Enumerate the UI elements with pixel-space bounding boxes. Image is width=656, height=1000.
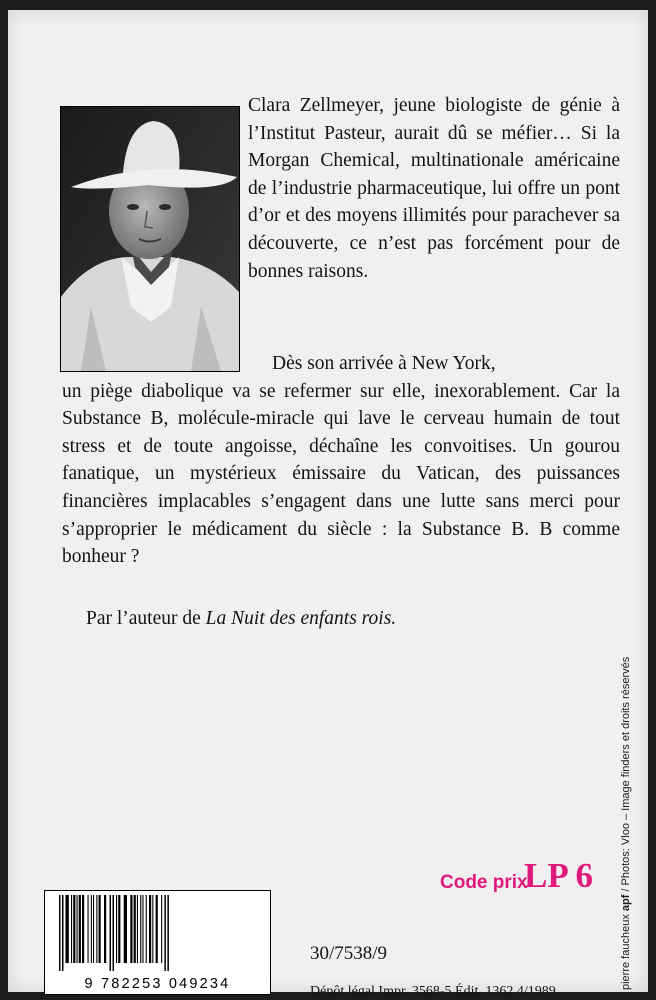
price-code: LP 6 [524,856,594,895]
book-back-cover [8,10,648,999]
barcode-bar [62,895,64,971]
isbn-barcode [44,890,271,995]
barcode-bar [118,895,120,963]
barcode-bar [156,895,158,963]
credit-brand: apf [620,894,632,912]
barcode-bar [113,895,115,971]
author-portrait-illustration [61,107,239,371]
barcode-bar [99,895,101,963]
barcode-bar [96,895,97,963]
legal-deposit: Dépôt légal Impr. 3568-5 Édit. 1362 4/1989 [310,984,556,999]
barcode-bar [91,895,92,963]
barcode-bar [79,895,81,963]
catalog-reference: 30/7538/9 [310,943,388,964]
blurb-second-paragraph-start: Dès son arrivée à New York, [272,353,496,374]
barcode-bars [57,895,258,971]
author-reference [86,608,606,630]
barcode-bar [104,895,106,963]
barcode-bar [124,895,127,963]
barcode-bar [149,895,151,963]
barcode-bar [93,895,94,963]
barcode-bar [164,895,166,971]
blurb-second-paragraph-body: un piège diabolique va se refermer sur elle, inexorablement. Car la Substance B, molécule-miracle qui lave le cerveau humain de tout stress et de toute angoisse, déchaîne les convoitises. Un gourou fanatique, un mystérieux émissaire du Vatican, des puissances financières implacables s’engagent dans une lutte sans merci pour s’approprier le médicament du siècle : la Substance B. B comme bonheur ? [62,380,620,568]
barcode-bar [59,895,61,971]
barcode-bar [137,895,138,963]
barcode-bar [140,895,141,963]
barcode-bar [88,895,89,963]
barcode-bar [161,895,162,963]
barcode-bar [146,895,147,963]
blurb-second-paragraph [62,350,620,571]
barcode-bar [82,895,84,963]
barcode-bar [152,895,153,963]
barcode-bar [71,895,72,963]
credit-photos: / Photos: Vloo – Image finders et droits réservés [620,656,632,895]
author-photo [60,106,240,372]
barcode-bar [142,895,143,963]
barcode-bar [130,895,132,963]
barcode-bar [167,895,169,971]
barcode-bar [110,895,112,971]
barcode-bar [134,895,136,963]
photo-credit [620,570,638,990]
barcode-bar [77,895,78,963]
barcode-digits: 9 782253 049234 [84,976,231,992]
barcode-bar [73,895,75,963]
blurb-first-paragraph: Clara Zellmeyer, jeune biologiste de génie à l’Institut Pasteur, aurait dû se méfier… Si la Morgan Chemical, multinationale américaine de l’industrie pharmaceutique, lui offre un pont d’or et des moyens illimités pour parachever sa découverte, ce n’est pas forcément pour de bonnes raisons. [248,95,620,282]
barcode-bar [116,895,117,963]
author-reference-title: La Nuit des enfants rois. [205,608,397,629]
price-label: Code prix [440,872,528,893]
credit-designer: pierre faucheux [620,911,632,990]
barcode-bar [66,895,69,963]
author-reference-prefix: Par l’auteur de [86,608,206,629]
